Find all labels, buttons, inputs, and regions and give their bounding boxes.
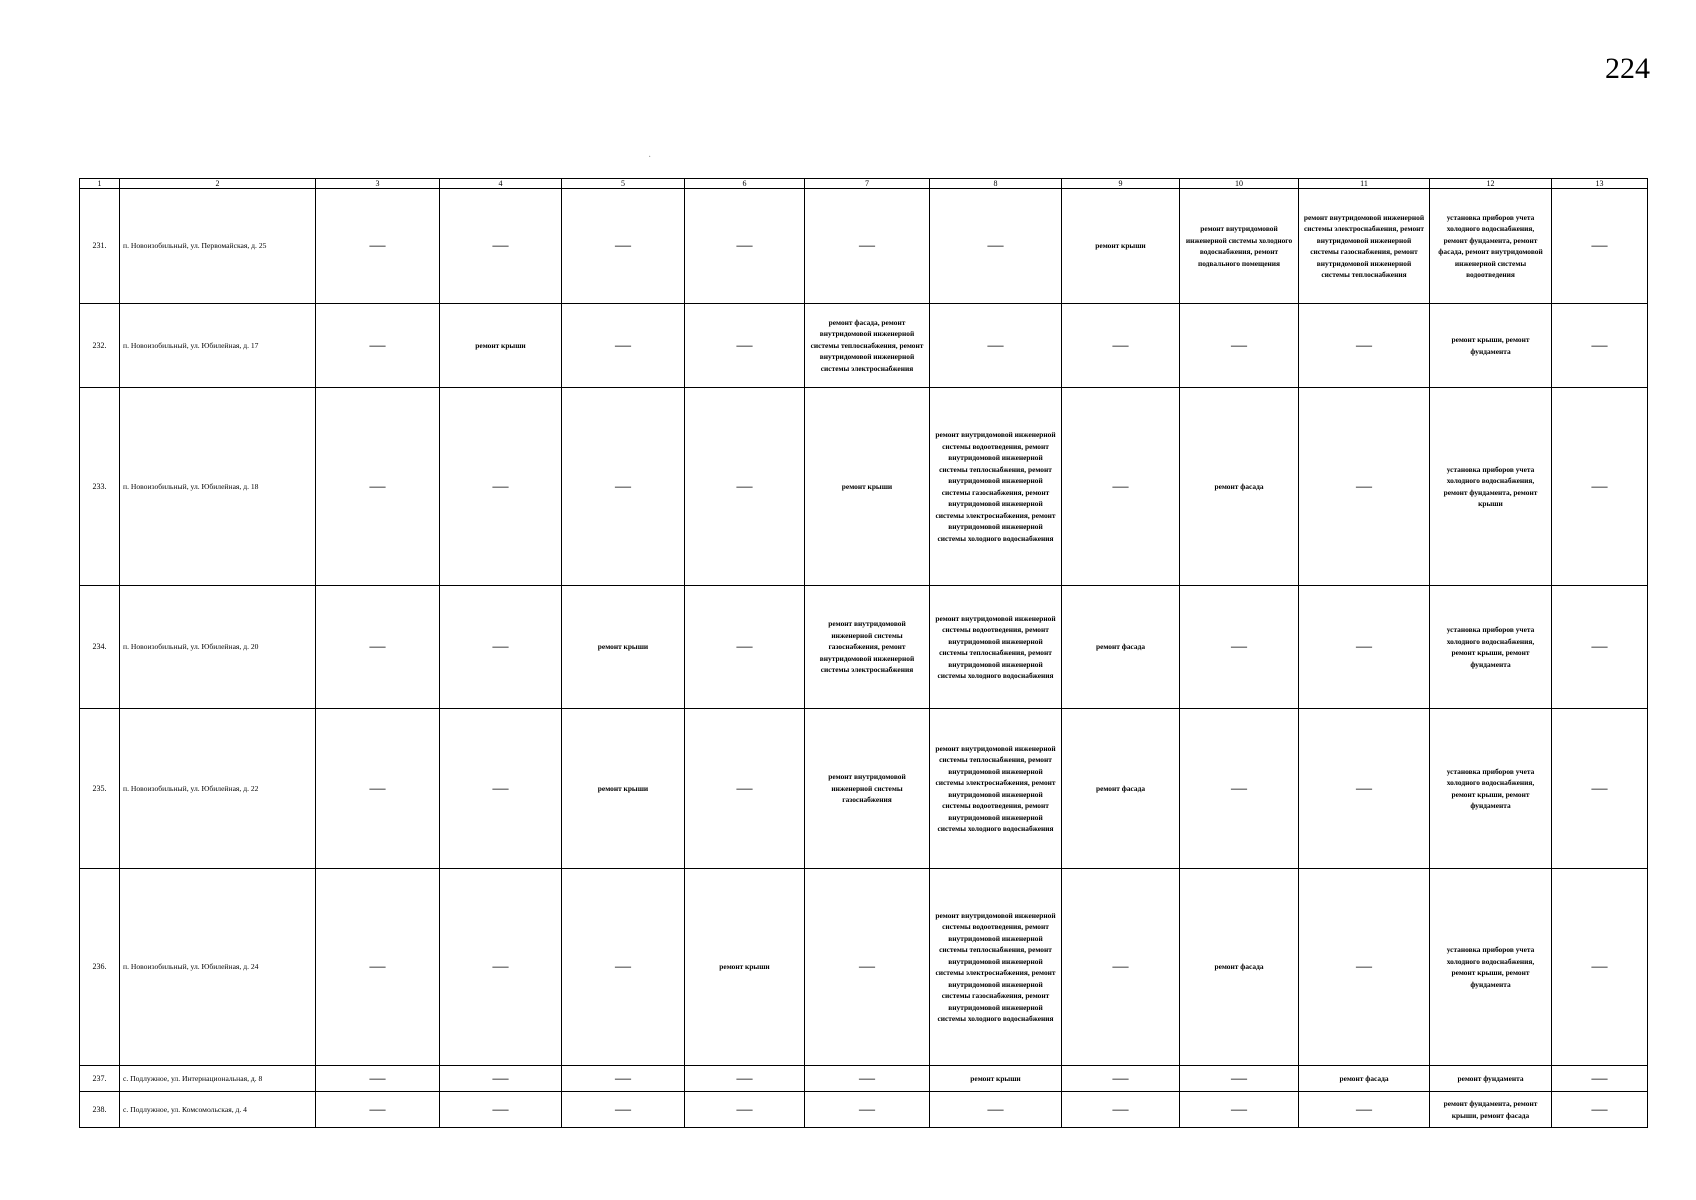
work-type-cell: ремонт фасада (1180, 388, 1299, 586)
work-type-cell: ремонт крыши (440, 304, 562, 388)
work-type-cell: ремонт крыши (562, 709, 685, 869)
column-header-10: 10 (1180, 179, 1299, 189)
empty-dash-cell: — (1062, 869, 1180, 1066)
column-header-13: 13 (1552, 179, 1648, 189)
empty-dash-cell: — (1180, 304, 1299, 388)
empty-dash-cell: — (685, 388, 805, 586)
empty-dash-cell: — (1299, 388, 1430, 586)
empty-dash-cell: — (1180, 1066, 1299, 1092)
work-type-cell: установка приборов учета холодного водоснабжения, ремонт фундамента, ремонт крыши (1430, 388, 1552, 586)
empty-dash-cell: — (685, 1066, 805, 1092)
address-cell: п. Новоизобильный, ул. Юбилейная, д. 22 (120, 709, 316, 869)
empty-dash-cell: — (1062, 388, 1180, 586)
empty-dash-cell: — (1552, 1066, 1648, 1092)
empty-dash-cell: — (805, 189, 930, 304)
empty-dash-cell: — (1299, 869, 1430, 1066)
work-type-cell: ремонт крыши (685, 869, 805, 1066)
empty-dash-cell: — (562, 304, 685, 388)
table-row (80, 304, 1648, 388)
empty-dash-cell: — (562, 869, 685, 1066)
work-type-cell: ремонт крыши (562, 586, 685, 709)
work-type-cell: ремонт внутридомовой инженерной системы газоснабжения, ремонт внутридомовой инженерной системы электроснабжения (805, 586, 930, 709)
empty-dash-cell: — (1180, 1092, 1299, 1128)
work-type-cell: ремонт фасада (1062, 709, 1180, 869)
column-header-8: 8 (930, 179, 1062, 189)
empty-dash-cell: — (685, 586, 805, 709)
row-number: 232. (80, 304, 120, 388)
address-cell: п. Новоизобильный, ул. Юбилейная, д. 18 (120, 388, 316, 586)
work-type-cell: ремонт фасада (1062, 586, 1180, 709)
work-type-cell: установка приборов учета холодного водоснабжения, ремонт фундамента, ремонт фасада, ремонт внутридомовой инженерной системы водоотведения (1430, 189, 1552, 304)
empty-dash-cell: — (1062, 304, 1180, 388)
work-type-cell: установка приборов учета холодного водоснабжения, ремонт крыши, ремонт фундамента (1430, 709, 1552, 869)
empty-dash-cell: — (805, 1066, 930, 1092)
work-type-cell: ремонт крыши (805, 388, 930, 586)
column-header-12: 12 (1430, 179, 1552, 189)
empty-dash-cell: — (1552, 709, 1648, 869)
empty-dash-cell: — (1062, 1092, 1180, 1128)
empty-dash-cell: — (1552, 586, 1648, 709)
address-cell: п. Новоизобильный, ул. Юбилейная, д. 20 (120, 586, 316, 709)
empty-dash-cell: — (930, 304, 1062, 388)
empty-dash-cell: — (440, 709, 562, 869)
empty-dash-cell: — (562, 1092, 685, 1128)
column-header-1: 1 (80, 179, 120, 189)
repair-schedule-table (79, 178, 1648, 1128)
work-type-cell: ремонт фасада, ремонт внутридомовой инженерной системы теплоснабжения, ремонт внутридомовой инженерной системы электроснабжения (805, 304, 930, 388)
work-type-cell: ремонт внутридомовой инженерной системы водоотведения, ремонт внутридомовой инженерной системы теплоснабжения, ремонт внутридомовой инженерной системы электроснабжения, ремонт внутридомовой инженерной системы газоснабжения, ремонт внутридомовой инженерной системы холодного водоснабжения (930, 869, 1062, 1066)
empty-dash-cell: — (1180, 586, 1299, 709)
empty-dash-cell: — (562, 1066, 685, 1092)
address-cell: с. Подлужное, ул. Интернациональная, д. 8 (120, 1066, 316, 1092)
table-row (80, 1066, 1648, 1092)
empty-dash-cell: — (685, 189, 805, 304)
column-header-5: 5 (562, 179, 685, 189)
empty-dash-cell: — (440, 1092, 562, 1128)
empty-dash-cell: — (1299, 586, 1430, 709)
work-type-cell: ремонт внутридомовой инженерной системы теплоснабжения, ремонт внутридомовой инженерной системы электроснабжения, ремонт внутридомовой инженерной системы водоотведения, ремонт внутридомовой инженерной системы холодного водоснабжения (930, 709, 1062, 869)
row-number: 236. (80, 869, 120, 1066)
work-type-cell: установка приборов учета холодного водоснабжения, ремонт крыши, ремонт фундамента (1430, 586, 1552, 709)
scan-artifact: · (648, 152, 652, 163)
column-header-3: 3 (316, 179, 440, 189)
empty-dash-cell: — (440, 1066, 562, 1092)
empty-dash-cell: — (1062, 1066, 1180, 1092)
empty-dash-cell: — (1299, 1092, 1430, 1128)
empty-dash-cell: — (1180, 709, 1299, 869)
work-type-cell: ремонт крыши, ремонт фундамента (1430, 304, 1552, 388)
empty-dash-cell: — (1552, 189, 1648, 304)
empty-dash-cell: — (685, 1092, 805, 1128)
row-number: 234. (80, 586, 120, 709)
empty-dash-cell: — (930, 1092, 1062, 1128)
work-type-cell: ремонт внутридомовой инженерной системы водоотведения, ремонт внутридомовой инженерной системы теплоснабжения, ремонт внутридомовой инженерной системы газоснабжения, ремонт внутридомовой инженерной системы электроснабжения, ремонт внутридомовой инженерной системы холодного водоснабжения (930, 388, 1062, 586)
work-type-cell: ремонт внутридомовой инженерной системы водоотведения, ремонт внутридомовой инженерной системы теплоснабжения, ремонт внутридомовой инженерной системы холодного водоснабжения (930, 586, 1062, 709)
work-type-cell: ремонт фундамента (1430, 1066, 1552, 1092)
empty-dash-cell: — (316, 304, 440, 388)
empty-dash-cell: — (562, 189, 685, 304)
address-cell: п. Новоизобильный, ул. Юбилейная, д. 17 (120, 304, 316, 388)
empty-dash-cell: — (1299, 709, 1430, 869)
empty-dash-cell: — (1552, 388, 1648, 586)
empty-dash-cell: — (440, 189, 562, 304)
work-type-cell: ремонт внутридомовой инженерной системы электроснабжения, ремонт внутридомовой инженерной системы газоснабжения, ремонт внутридомовой инженерной системы теплоснабжения (1299, 189, 1430, 304)
table-row (80, 586, 1648, 709)
address-cell: п. Новоизобильный, ул. Юбилейная, д. 24 (120, 869, 316, 1066)
column-number-header-row (80, 179, 1648, 189)
empty-dash-cell: — (1552, 304, 1648, 388)
table-row (80, 1092, 1648, 1128)
work-type-cell: ремонт фасада (1299, 1066, 1430, 1092)
column-header-2: 2 (120, 179, 316, 189)
work-type-cell: ремонт крыши (1062, 189, 1180, 304)
work-type-cell: ремонт внутридомовой инженерной системы газоснабжения (805, 709, 930, 869)
empty-dash-cell: — (316, 586, 440, 709)
page-number: 224 (1605, 52, 1650, 85)
column-header-6: 6 (685, 179, 805, 189)
table-row (80, 709, 1648, 869)
empty-dash-cell: — (316, 1066, 440, 1092)
empty-dash-cell: — (316, 1092, 440, 1128)
address-cell: п. Новоизобильный, ул. Первомайская, д. 25 (120, 189, 316, 304)
empty-dash-cell: — (930, 189, 1062, 304)
work-type-cell: ремонт фасада (1180, 869, 1299, 1066)
empty-dash-cell: — (316, 388, 440, 586)
work-type-cell: установка приборов учета холодного водоснабжения, ремонт крыши, ремонт фундамента (1430, 869, 1552, 1066)
column-header-9: 9 (1062, 179, 1180, 189)
column-header-7: 7 (805, 179, 930, 189)
empty-dash-cell: — (316, 869, 440, 1066)
empty-dash-cell: — (805, 869, 930, 1066)
empty-dash-cell: — (562, 388, 685, 586)
table-row (80, 189, 1648, 304)
empty-dash-cell: — (685, 304, 805, 388)
empty-dash-cell: — (316, 189, 440, 304)
empty-dash-cell: — (805, 1092, 930, 1128)
address-cell: с. Подлужное, ул. Комсомольская, д. 4 (120, 1092, 316, 1128)
empty-dash-cell: — (316, 709, 440, 869)
empty-dash-cell: — (440, 869, 562, 1066)
row-number: 231. (80, 189, 120, 304)
empty-dash-cell: — (440, 586, 562, 709)
table-row (80, 869, 1648, 1066)
table-row (80, 388, 1648, 586)
row-number: 238. (80, 1092, 120, 1128)
row-number: 237. (80, 1066, 120, 1092)
work-type-cell: ремонт крыши (930, 1066, 1062, 1092)
row-number: 235. (80, 709, 120, 869)
empty-dash-cell: — (685, 709, 805, 869)
empty-dash-cell: — (1299, 304, 1430, 388)
empty-dash-cell: — (440, 388, 562, 586)
empty-dash-cell: — (1552, 1092, 1648, 1128)
empty-dash-cell: — (1552, 869, 1648, 1066)
row-number: 233. (80, 388, 120, 586)
work-type-cell: ремонт фундамента, ремонт крыши, ремонт фасада (1430, 1092, 1552, 1128)
work-type-cell: ремонт внутридомовой инженерной системы холодного водоснабжения, ремонт подвального помещения (1180, 189, 1299, 304)
column-header-11: 11 (1299, 179, 1430, 189)
column-header-4: 4 (440, 179, 562, 189)
